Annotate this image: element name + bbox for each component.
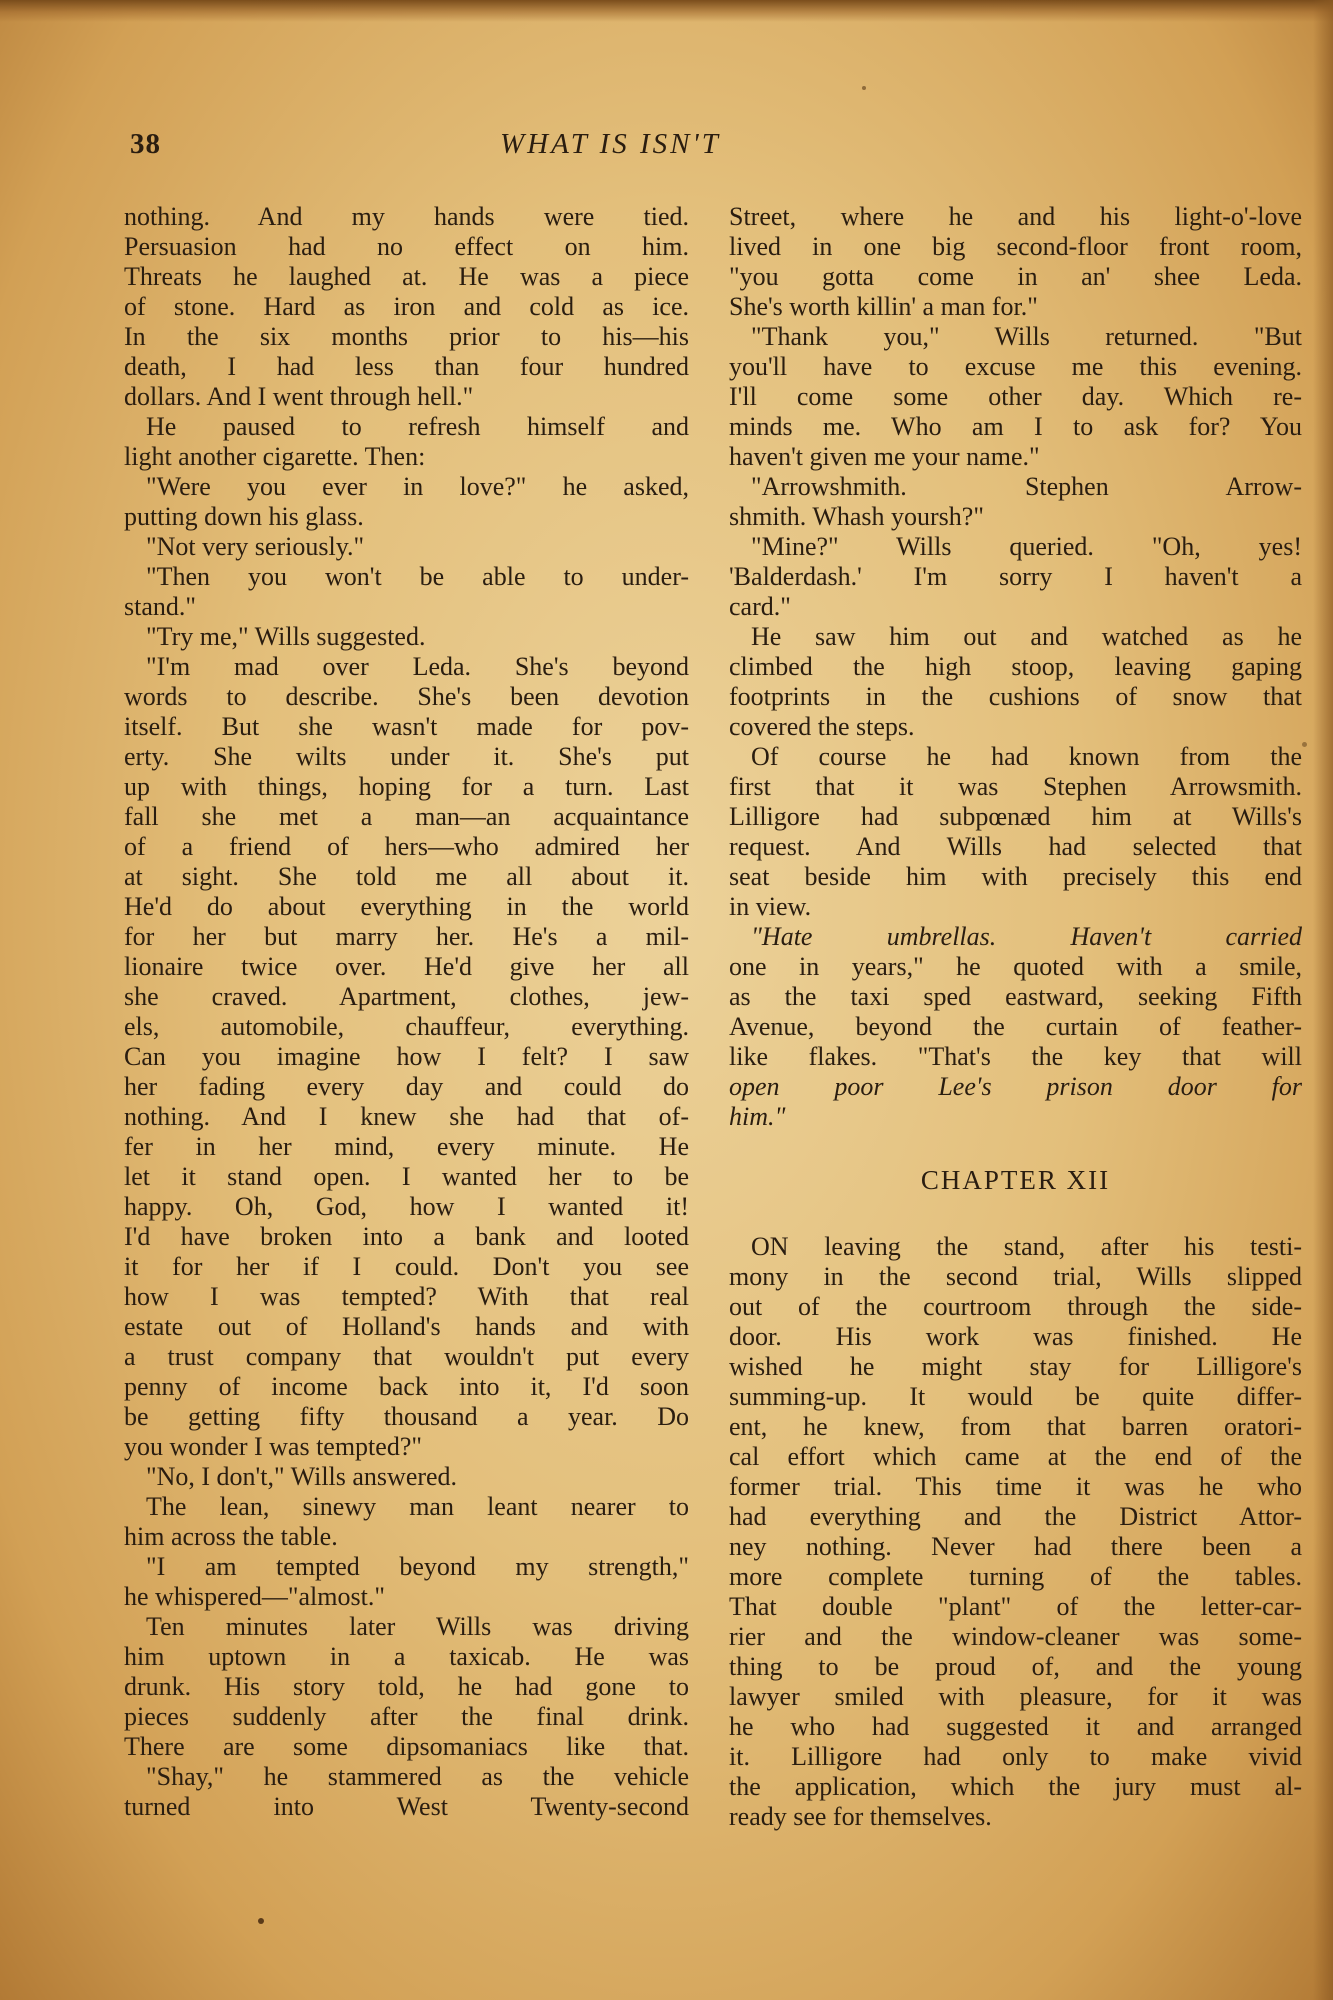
text-line: pieces suddenly after the final drink. [124,1702,689,1731]
text-line: ney nothing. Never had there been a [729,1532,1302,1561]
text-line: former trial. This time it was he who [729,1472,1302,1501]
text-line: as the taxi sped eastward, seeking Fifth [729,982,1302,1011]
text-line: putting down his glass. [124,502,364,531]
text-line: Persuasion had no effect on him. [124,232,689,261]
text-line: at sight. She told me all about it. [124,862,689,891]
text-line: There are some dipsomaniacs like that. [124,1732,689,1761]
text-line: how I was tempted? With that real [124,1282,689,1311]
text-line: a trust company that wouldn't put every [124,1342,689,1371]
text-line: Of course he had known from the [751,742,1302,771]
text-line: cal effort which came at the end of the [729,1442,1302,1471]
text-line: up with things, hoping for a turn. Last [124,772,689,801]
page-right-edge [1313,0,1333,2000]
right-column-after-chapter [729,1232,1302,1832]
text-line: lived in one big second-floor front room, [729,232,1302,261]
text-line: request. And Wills had selected that [729,832,1302,861]
text-line: "Try me," Wills suggested. [146,622,426,651]
text-line: "Hate umbrellas. Haven't carried [751,922,1302,951]
text-line: open poor Lee's prison door for [729,1072,1302,1101]
text-line: "Thank you," Wills returned. "But [751,322,1302,351]
text-line: it. Lilligore had only to make vivid [729,1742,1302,1771]
text-line: Threats he laughed at. He was a piece [124,262,689,291]
text-line: shmith. Whash yoursh?" [729,502,984,531]
text-line: happy. Oh, God, how I wanted it! [124,1192,689,1221]
text-line: "Then you won't be able to under- [146,562,689,591]
text-line: out of the courtroom through the side- [729,1292,1302,1321]
text-line: him." [729,1102,786,1131]
text-line: He paused to refresh himself and [146,412,689,441]
text-line: She's worth killin' a man for." [729,292,1038,321]
text-line: of a friend of hers—who admired her [124,832,689,861]
text-line: like flakes. "That's the key that will [729,1042,1302,1071]
text-line: let it stand open. I wanted her to be [124,1162,689,1191]
text-line: she craved. Apartment, clothes, jew- [124,982,689,1011]
text-line: He saw him out and watched as he [751,622,1302,651]
text-line: of stone. Hard as iron and cold as ice. [124,292,689,321]
text-line: climbed the high stoop, leaving gaping [729,652,1302,681]
text-line: nothing. And my hands were tied. [124,202,689,231]
text-line: covered the steps. [729,712,915,741]
text-line: one in years," he quoted with a smile, [729,952,1302,981]
text-line: footprints in the cushions of snow that [729,682,1302,711]
text-line: card." [729,592,791,621]
right-column [729,202,1302,1832]
paper-speck [1302,742,1307,747]
text-line: him uptown in a taxicab. He was [124,1642,689,1671]
text-line: her fading every day and could do [124,1072,689,1101]
text-line: more complete turning of the tables. [729,1562,1302,1591]
text-line: Street, where he and his light-o'-love [729,202,1302,231]
text-line: drunk. His story told, he had gone to [124,1672,689,1701]
text-line: erty. She wilts under it. She's put [124,742,689,771]
text-line: estate out of Holland's hands and with [124,1312,689,1341]
paper-speck [258,1918,264,1924]
text-line: stand." [124,592,196,621]
text-line: fall she met a man—an acquaintance [124,802,689,831]
text-line: Lilligore had subpœnæd him at Wills's [729,802,1302,831]
text-line: summing-up. It would be quite differ- [729,1382,1302,1411]
text-line: ON leaving the stand, after his testi- [751,1232,1302,1261]
text-line: He'd do about everything in the world [124,892,689,921]
text-line: ready see for themselves. [729,1802,992,1831]
text-line: That double "plant" of the letter-car- [729,1592,1302,1621]
text-line: 'Balderdash.' I'm sorry I haven't a [729,562,1302,591]
text-line: els, automobile, chauffeur, everything. [124,1012,689,1041]
text-line: Ten minutes later Wills was driving [146,1612,689,1641]
text-line: light another cigarette. Then: [124,442,426,471]
text-line: "I'm mad over Leda. She's beyond [146,652,689,681]
text-line: wished he might stay for Lilligore's [729,1352,1302,1381]
text-line: nothing. And I knew she had that of- [124,1102,689,1131]
chapter-heading: CHAPTER XII [920,1165,1111,1195]
text-line: Avenue, beyond the curtain of feather- [729,1012,1302,1041]
text-line: In the six months prior to his—his [124,322,689,351]
text-line: "Shay," he stammered as the vehicle [146,1762,689,1791]
text-line: fer in her mind, every minute. He [124,1132,689,1161]
text-line: lionaire twice over. He'd give her all [124,952,689,981]
text-line: turned into West Twenty-second [124,1792,689,1821]
text-line: minds me. Who am I to ask for? You [729,412,1302,441]
text-line: death, I had less than four hundred [124,352,689,381]
text-line: "No, I don't," Wills answered. [146,1462,458,1491]
text-line: he who had suggested it and arranged [729,1712,1302,1741]
text-line: the application, which the jury must al- [729,1772,1302,1801]
text-line: ent, he knew, from that barren oratori- [729,1412,1302,1441]
text-line: had everything and the District Attor- [729,1502,1302,1531]
text-line: dollars. And I went through hell." [124,382,474,411]
text-line: haven't given me your name." [729,442,1040,471]
text-line: lawyer smiled with pleasure, for it was [729,1682,1302,1711]
text-line: words to describe. She's been devotion [124,682,689,711]
text-line: he whispered—"almost." [124,1582,385,1611]
text-line: mony in the second trial, Wills slipped [729,1262,1302,1291]
text-line: him across the table. [124,1522,338,1551]
page-top-edge [0,0,1333,22]
text-line: it for her if I could. Don't you see [124,1252,689,1281]
text-line: thing to be proud of, and the young [729,1652,1302,1681]
text-line: "Not very seriously." [146,532,365,561]
text-line: "Were you ever in love?" he asked, [146,472,689,501]
running-head: WHAT IS ISN'T [500,128,721,160]
text-line: itself. But she wasn't made for pov- [124,712,689,741]
text-line: you wonder I was tempted?" [124,1432,422,1461]
text-line: for her but marry her. He's a mil- [124,922,689,951]
text-line: "you gotta come in an' shee Leda. [729,262,1302,291]
text-line: rier and the window-cleaner was some- [729,1622,1302,1651]
text-line: penny of income back into it, I'd soon [124,1372,689,1401]
text-line: The lean, sinewy man leant nearer to [146,1492,689,1521]
text-line: in view. [729,892,812,921]
page-number: 38 [130,128,161,160]
text-line: first that it was Stephen Arrowsmith. [729,772,1302,801]
right-column-before-chapter [729,202,1302,1132]
text-line: "Mine?" Wills queried. "Oh, yes! [751,532,1302,561]
text-line: be getting fifty thousand a year. Do [124,1402,689,1431]
text-line: I'd have broken into a bank and looted [124,1222,689,1251]
text-line: "Arrowshmith. Stephen Arrow- [751,472,1302,501]
text-line: I'll come some other day. Which re- [729,382,1302,411]
text-line: seat beside him with precisely this end [729,862,1302,891]
left-column [124,202,689,1822]
text-line: door. His work was finished. He [729,1322,1302,1351]
text-line: Can you imagine how I felt? I saw [124,1042,689,1071]
text-line: "I am tempted beyond my strength," [146,1552,689,1581]
paper-speck [862,86,866,90]
text-line: you'll have to excuse me this evening. [729,352,1302,381]
